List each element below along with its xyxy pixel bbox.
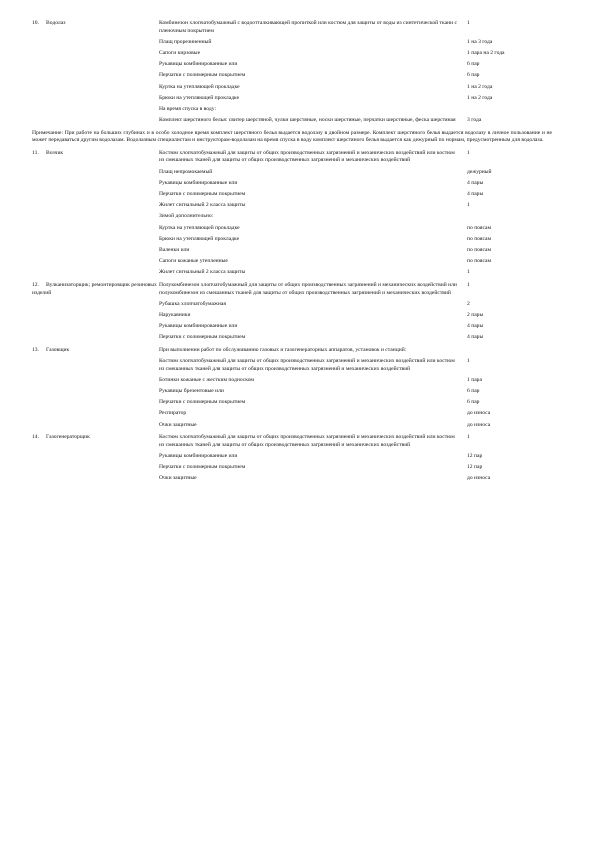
ppe-item-row [32, 39, 552, 47]
ppe-item-row [32, 150, 552, 165]
profession-title: Возчик [46, 149, 64, 156]
ppe-item-row [32, 191, 552, 199]
ppe-item-quantity: до износа [467, 410, 491, 417]
ppe-item-quantity: до износа [467, 475, 491, 482]
ppe-item-name: Рубашка хлопчатобумажная [159, 300, 226, 307]
ppe-item-name: Ботинки кожаные с жестким подноском [159, 376, 254, 383]
ppe-item-row [32, 117, 552, 125]
ppe-item-name: На время спуска в воду: [159, 105, 217, 112]
ppe-item-row [32, 323, 552, 331]
ppe-item-row [32, 180, 552, 188]
ppe-item-name: Жилет сигнальный 2 класса защиты [159, 202, 246, 209]
ppe-item-name: Рукавицы комбинированные или [159, 179, 238, 186]
ppe-item-name: Респиратор [159, 410, 187, 417]
profession-cell [32, 434, 159, 442]
ppe-item-row [32, 358, 552, 373]
ppe-entry [32, 20, 552, 125]
ppe-item-quantity: 4 пары [467, 191, 484, 198]
ppe-item-row [32, 422, 552, 430]
ppe-item-row [32, 72, 552, 80]
entry-number: 13. [32, 346, 39, 353]
ppe-item-name: Перчатки с полимерным покрытием [159, 191, 246, 198]
note-paragraph: Примечание: При работе на больших глубинах и в особо холодное время комплект шерстяного белья выдается водолазу в двойном размере. Комплект шерстяного белья выдается водолазу в личное пользование и не может передаваться другим водолазам. Водолазным специалистам и инструкторам-водолазам на время спуска в воду комплект шерстяного белья выдается как дежурный по нормам, предусмотренным для водолаза. [32, 129, 552, 144]
ppe-item-row [32, 225, 552, 233]
ppe-item-row [32, 202, 552, 210]
ppe-item-name: Зимой дополнительно: [159, 213, 214, 220]
ppe-item-name: Полукомбинезон хлопчатобумажный для защиты от общих производственных загрязнений и механических воздействий или полукомбинезон из смешанных тканей для защиты от общих производственных загрязнений и механических воздействий [159, 281, 457, 296]
ppe-item-name: Рукавицы комбинированные или [159, 323, 238, 330]
ppe-item-quantity: 12 пар [467, 464, 483, 471]
ppe-item-row [32, 20, 552, 35]
ppe-item-row [32, 106, 552, 114]
ppe-item-name: Костюм хлопчатобумажный для защиты от общих производственных загрязнений и механических воздействий или костюм из смешанных тканей для защиты от общих производственных загрязнений и механических воздействий [159, 358, 455, 372]
entry-number: 10. [32, 20, 39, 26]
ppe-item-quantity: 1 [467, 202, 470, 209]
profession-cell [32, 347, 159, 355]
ppe-item-name: Костюм хлопчатобумажный для защиты от общих производственных загрязнений и механических воздействий или костюм из смешанных тканей для защиты от общих производственных загрязнений и механических воздействий [159, 434, 455, 448]
ppe-item-name: Плащ непромокаемый [159, 168, 213, 175]
profession-cell [32, 150, 159, 158]
ppe-entry [32, 150, 552, 277]
ppe-item-row [32, 434, 552, 449]
profession-title: Вулканизаторщик; ремонтировщик резиновых изделий [32, 281, 157, 296]
profession-cell [32, 282, 159, 297]
ppe-item-row [32, 282, 552, 297]
ppe-item-row [32, 213, 552, 221]
ppe-item-row [32, 61, 552, 69]
entry-number: 12. [32, 281, 39, 288]
ppe-item-row [32, 169, 552, 177]
ppe-item-quantity: 1 на 2 года [467, 83, 493, 90]
ppe-item-name: Брюки на утепляющей прокладке [159, 94, 240, 101]
ppe-item-name: Брюки на утепляющей прокладке [159, 235, 240, 242]
profession-title: Газовщик [46, 346, 70, 353]
ppe-item-name: Сапоги кожаные утепленные [159, 258, 228, 265]
ppe-item-name: Сапоги кирзовые [159, 49, 201, 56]
ppe-item-name: Куртка на утепляющей прокладке [159, 83, 240, 90]
ppe-item-name: Плащ прорезиненный [159, 38, 212, 45]
ppe-item-quantity: 1 на 3 года [467, 38, 493, 45]
ppe-item-row [32, 50, 552, 58]
ppe-item-row [32, 236, 552, 244]
ppe-item-quantity: 4 пары [467, 323, 484, 330]
ppe-item-quantity: 6 пар [467, 399, 480, 406]
ppe-item-row [32, 312, 552, 320]
profession-title: Газогенераторщик [46, 434, 90, 441]
ppe-item-quantity: 6 пар [467, 72, 480, 79]
ppe-item-row [32, 464, 552, 472]
ppe-item-quantity: 6 пар [467, 61, 480, 68]
ppe-item-name: Рукавицы комбинированные или [159, 452, 238, 459]
ppe-item-row [32, 475, 552, 483]
ppe-item-quantity: 4 пары [467, 179, 484, 186]
ppe-item-name: Рукавицы комбинированные или [159, 61, 238, 68]
ppe-item-row [32, 95, 552, 103]
ppe-item-quantity: 1 пара [467, 376, 482, 383]
ppe-item-quantity: 1 [467, 269, 470, 276]
ppe-item-row [32, 399, 552, 407]
ppe-item-row [32, 388, 552, 396]
ppe-item-name: Костюм хлопчатобумажный для защиты от общих производственных загрязнений и механических воздействий или костюм из смешанных тканей для защиты от общих производственных загрязнений и механических воздействий [159, 149, 455, 164]
ppe-item-quantity: 3 года [467, 117, 482, 124]
ppe-item-row [32, 84, 552, 92]
entry-number: 11. [32, 149, 39, 156]
document-page [32, 20, 552, 488]
ppe-item-name: Перчатки с полимерным покрытием [159, 334, 246, 341]
ppe-item-quantity: по поясам [467, 224, 492, 231]
profession-cell [32, 20, 159, 28]
ppe-item-name: Очки защитные [159, 475, 197, 482]
ppe-item-quantity: 12 пар [467, 452, 483, 459]
ppe-entry [32, 434, 552, 483]
ppe-item-name: Перчатки с полимерным покрытием [159, 399, 246, 406]
entry-number: 14. [32, 434, 39, 441]
ppe-item-row [32, 301, 552, 309]
ppe-item-row [32, 453, 552, 461]
ppe-item-quantity: 2 пары [467, 311, 484, 318]
ppe-item-name: Очки защитные [159, 421, 197, 428]
ppe-item-row [32, 410, 552, 418]
ppe-entry [32, 282, 552, 342]
ppe-item-quantity: 1 [467, 149, 470, 156]
ppe-item-name: Жилет сигнальный 2 класса защиты [159, 269, 246, 276]
ppe-item-row [32, 269, 552, 277]
ppe-item-quantity: 4 пары [467, 334, 484, 341]
ppe-item-quantity: дежурный [467, 168, 492, 175]
ppe-item-row [32, 347, 552, 355]
ppe-item-name: При выполнении работ по обслуживанию газовых и газогенераторных аппаратов, установок и станций: [159, 346, 407, 353]
ppe-item-name: Куртка на утепляющей прокладке [159, 224, 240, 231]
profession-title: Водолаз [46, 20, 66, 26]
ppe-item-quantity: 1 на 2 года [467, 94, 493, 101]
ppe-item-quantity: 1 [467, 20, 470, 26]
ppe-item-quantity: по поясам [467, 235, 492, 242]
ppe-item-row [32, 247, 552, 255]
ppe-item-name: Валенки или [159, 246, 190, 253]
ppe-item-quantity: по поясам [467, 246, 492, 253]
ppe-item-name: Перчатки с полимерным покрытием [159, 464, 246, 471]
ppe-item-quantity: 1 [467, 358, 470, 365]
ppe-item-name: Перчатки с полимерным покрытием [159, 72, 246, 79]
ppe-item-name: Нарукавники [159, 311, 191, 318]
ppe-item-name: Комплект шерстяного белья: свитер шерстяной, чулки шерстяные, носки шерстяные, перчатки шерстяные, феска шерстяная [159, 117, 456, 124]
ppe-item-name: Рукавицы брезентовые или [159, 388, 224, 395]
ppe-item-quantity: 1 [467, 434, 470, 441]
ppe-item-quantity: до износа [467, 421, 491, 428]
ppe-item-quantity: по поясам [467, 258, 492, 265]
ppe-item-row [32, 377, 552, 385]
ppe-item-row [32, 334, 552, 342]
ppe-entry [32, 347, 552, 429]
ppe-item-quantity: 1 пара на 2 года [467, 49, 505, 56]
ppe-item-quantity: 1 [467, 281, 470, 288]
ppe-item-quantity: 2 [467, 300, 470, 307]
ppe-item-row [32, 258, 552, 266]
ppe-item-quantity: 6 пар [467, 388, 480, 395]
ppe-item-name: Комбинезон хлопчатобумажный с водоотталкивающей пропиткой или костюм для защиты от воды из синтетической ткани с пленочным покрытием [159, 20, 457, 34]
